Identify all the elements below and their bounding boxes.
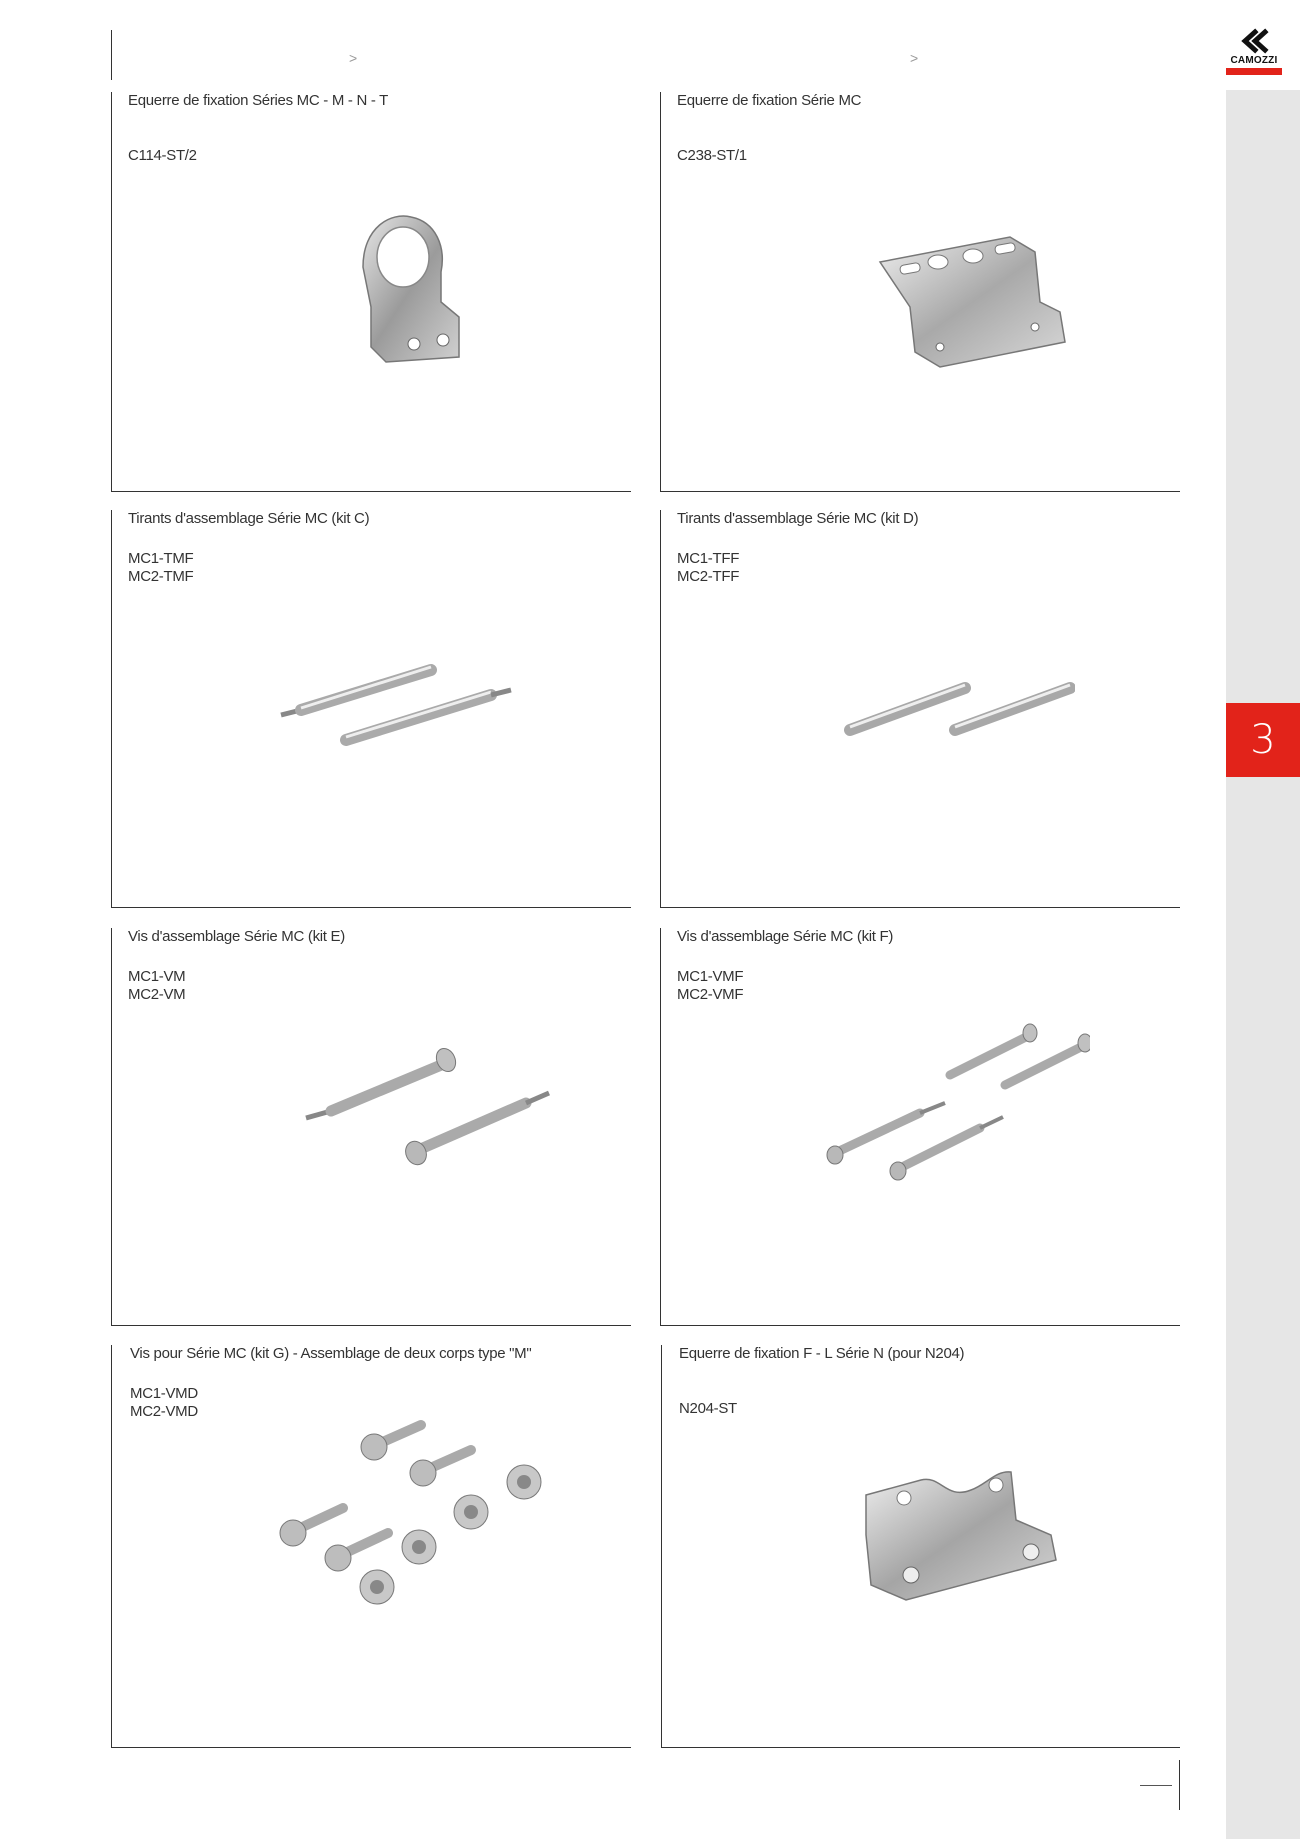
- product-codes: [679, 1400, 737, 1418]
- panel-rule: [660, 491, 1180, 492]
- product-title: Vis pour Série MC (kit G) - Assemblage de deux corps type "M": [130, 1345, 532, 1362]
- product-panel-c238: [660, 92, 1180, 492]
- panel-rule: [111, 510, 112, 908]
- header-rule: [111, 30, 112, 80]
- panel-rule: [661, 1747, 1180, 1748]
- product-code: MC1-VMF: [677, 968, 744, 985]
- angle-bracket-icon: [870, 232, 1070, 372]
- product-title: Tirants d'assemblage Série MC (kit C): [128, 510, 370, 527]
- panel-rule: [660, 510, 661, 908]
- foot-bracket-icon: [846, 1460, 1061, 1610]
- product-title: Vis d'assemblage Série MC (kit F): [677, 928, 894, 945]
- product-code: MC2-VM: [128, 986, 186, 1003]
- product-codes: [677, 550, 739, 586]
- product-panel-n204: [661, 1345, 1180, 1748]
- product-panel-c114: [111, 92, 631, 492]
- product-codes: [130, 1385, 198, 1421]
- product-code: C238-ST/1: [677, 147, 747, 164]
- plain-rods-icon: [835, 660, 1075, 760]
- product-code: MC2-VMF: [677, 986, 744, 1003]
- product-codes: [128, 550, 193, 586]
- camozzi-mark-icon: [1225, 28, 1283, 54]
- panel-rule: [111, 1345, 112, 1748]
- screws-four-icon: [820, 1013, 1090, 1183]
- brand-name: CAMOZZI: [1230, 55, 1278, 66]
- product-codes: [677, 147, 747, 165]
- product-panel-kit-c: [111, 510, 631, 908]
- chapter-tab[interactable]: 3: [1226, 703, 1300, 777]
- panel-rule: [661, 1345, 662, 1748]
- product-title: Equerre de fixation F - L Série N (pour N204): [679, 1345, 965, 1362]
- panel-rule: [660, 928, 661, 1326]
- screws-two-icon: [296, 1038, 556, 1178]
- breadcrumb-separator-right: >: [910, 50, 919, 66]
- product-code: C114-ST/2: [128, 147, 197, 164]
- panel-rule: [111, 92, 112, 492]
- panel-rule: [660, 92, 661, 492]
- panel-rule: [111, 1325, 631, 1326]
- product-title: Vis d'assemblage Série MC (kit E): [128, 928, 345, 945]
- product-code: MC2-TMF: [128, 568, 194, 585]
- product-panel-kit-g: [111, 1345, 631, 1748]
- threaded-rods-icon: [261, 640, 531, 760]
- panel-rule: [111, 928, 112, 1326]
- panel-rule: [660, 907, 1180, 908]
- product-codes: [128, 968, 185, 1004]
- product-panel-kit-f: [660, 928, 1180, 1326]
- product-title: Equerre de fixation Série MC: [677, 92, 862, 109]
- sidebar-strip: [1226, 90, 1300, 1839]
- product-code: MC1-TMF: [128, 550, 194, 567]
- product-codes: [677, 968, 743, 1004]
- ring-bracket-icon: [341, 207, 471, 367]
- product-code: MC2-TFF: [677, 568, 740, 585]
- brand-bar: [1226, 68, 1282, 75]
- panel-rule: [111, 491, 631, 492]
- product-code: N204-ST: [679, 1400, 737, 1417]
- footer-dash: [1140, 1785, 1172, 1786]
- product-code: MC1-VM: [128, 968, 186, 985]
- product-title: Tirants d'assemblage Série MC (kit D): [677, 510, 919, 527]
- product-code: MC1-VMD: [130, 1385, 198, 1402]
- product-codes: [128, 147, 197, 165]
- product-panel-kit-d: [660, 510, 1180, 908]
- panel-rule: [111, 907, 631, 908]
- screws-nuts-icon: [271, 1415, 571, 1655]
- panel-rule: [660, 1325, 1180, 1326]
- product-code: MC1-TFF: [677, 550, 740, 567]
- product-panel-kit-e: [111, 928, 631, 1326]
- camozzi-logo: [1225, 28, 1283, 76]
- breadcrumb-separator-left: >: [349, 50, 358, 66]
- footer-rule: [1179, 1760, 1180, 1810]
- panel-rule: [111, 1747, 631, 1748]
- product-title: Equerre de fixation Séries MC - M - N - T: [128, 92, 389, 109]
- product-code: MC2-VMD: [130, 1403, 198, 1420]
